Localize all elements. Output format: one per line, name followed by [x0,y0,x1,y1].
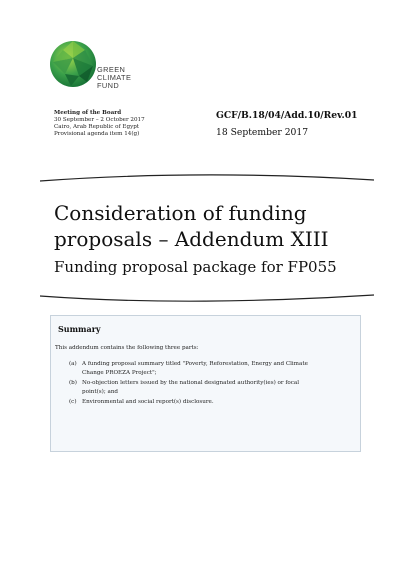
summary-item-marker: (a) [69,361,77,367]
logo-line-3: FUND [97,81,120,90]
meeting-heading: Meeting of the Board [54,110,122,116]
summary-item-text: Environmental and social report(s) disclosure. [82,399,214,405]
green-climate-fund-logo-icon [49,40,97,88]
top-wave-divider [40,172,374,184]
logo-wordmark [97,66,131,90]
summary-heading: Summary [58,324,101,334]
document-reference: GCF/B.18/04/Add.10/Rev.01 [216,110,358,121]
summary-item-marker: (c) [69,399,77,405]
meeting-info [54,110,145,138]
title-line-2: proposals – Addendum XIII [54,227,329,251]
summary-box [50,315,361,452]
bottom-wave-divider [40,292,374,304]
meeting-dates: 30 September – 2 October 2017 [54,117,145,123]
meeting-agenda: Provisional agenda item 14(g) [54,131,140,137]
logo-line-1: GREEN [97,65,126,74]
page-title [54,200,329,252]
title-line-1: Consideration of funding [54,201,307,225]
summary-item-text: A funding proposal summary titled "Poverty, Reforestation, Energy and Climate Change PROEZA Project"; [82,361,308,376]
page-subtitle: Funding proposal package for FP055 [54,258,337,276]
summary-item-text: No-objection letters issued by the national designated authority(ies) or focal point(s); and [82,380,300,395]
logo-line-2: CLIMATE [97,73,132,82]
summary-intro: This addendum contains the following three parts: [55,345,199,351]
meeting-location: Cairo, Arab Republic of Egypt [54,124,140,130]
summary-item-marker: (b) [69,380,77,386]
document-date: 18 September 2017 [216,127,309,138]
